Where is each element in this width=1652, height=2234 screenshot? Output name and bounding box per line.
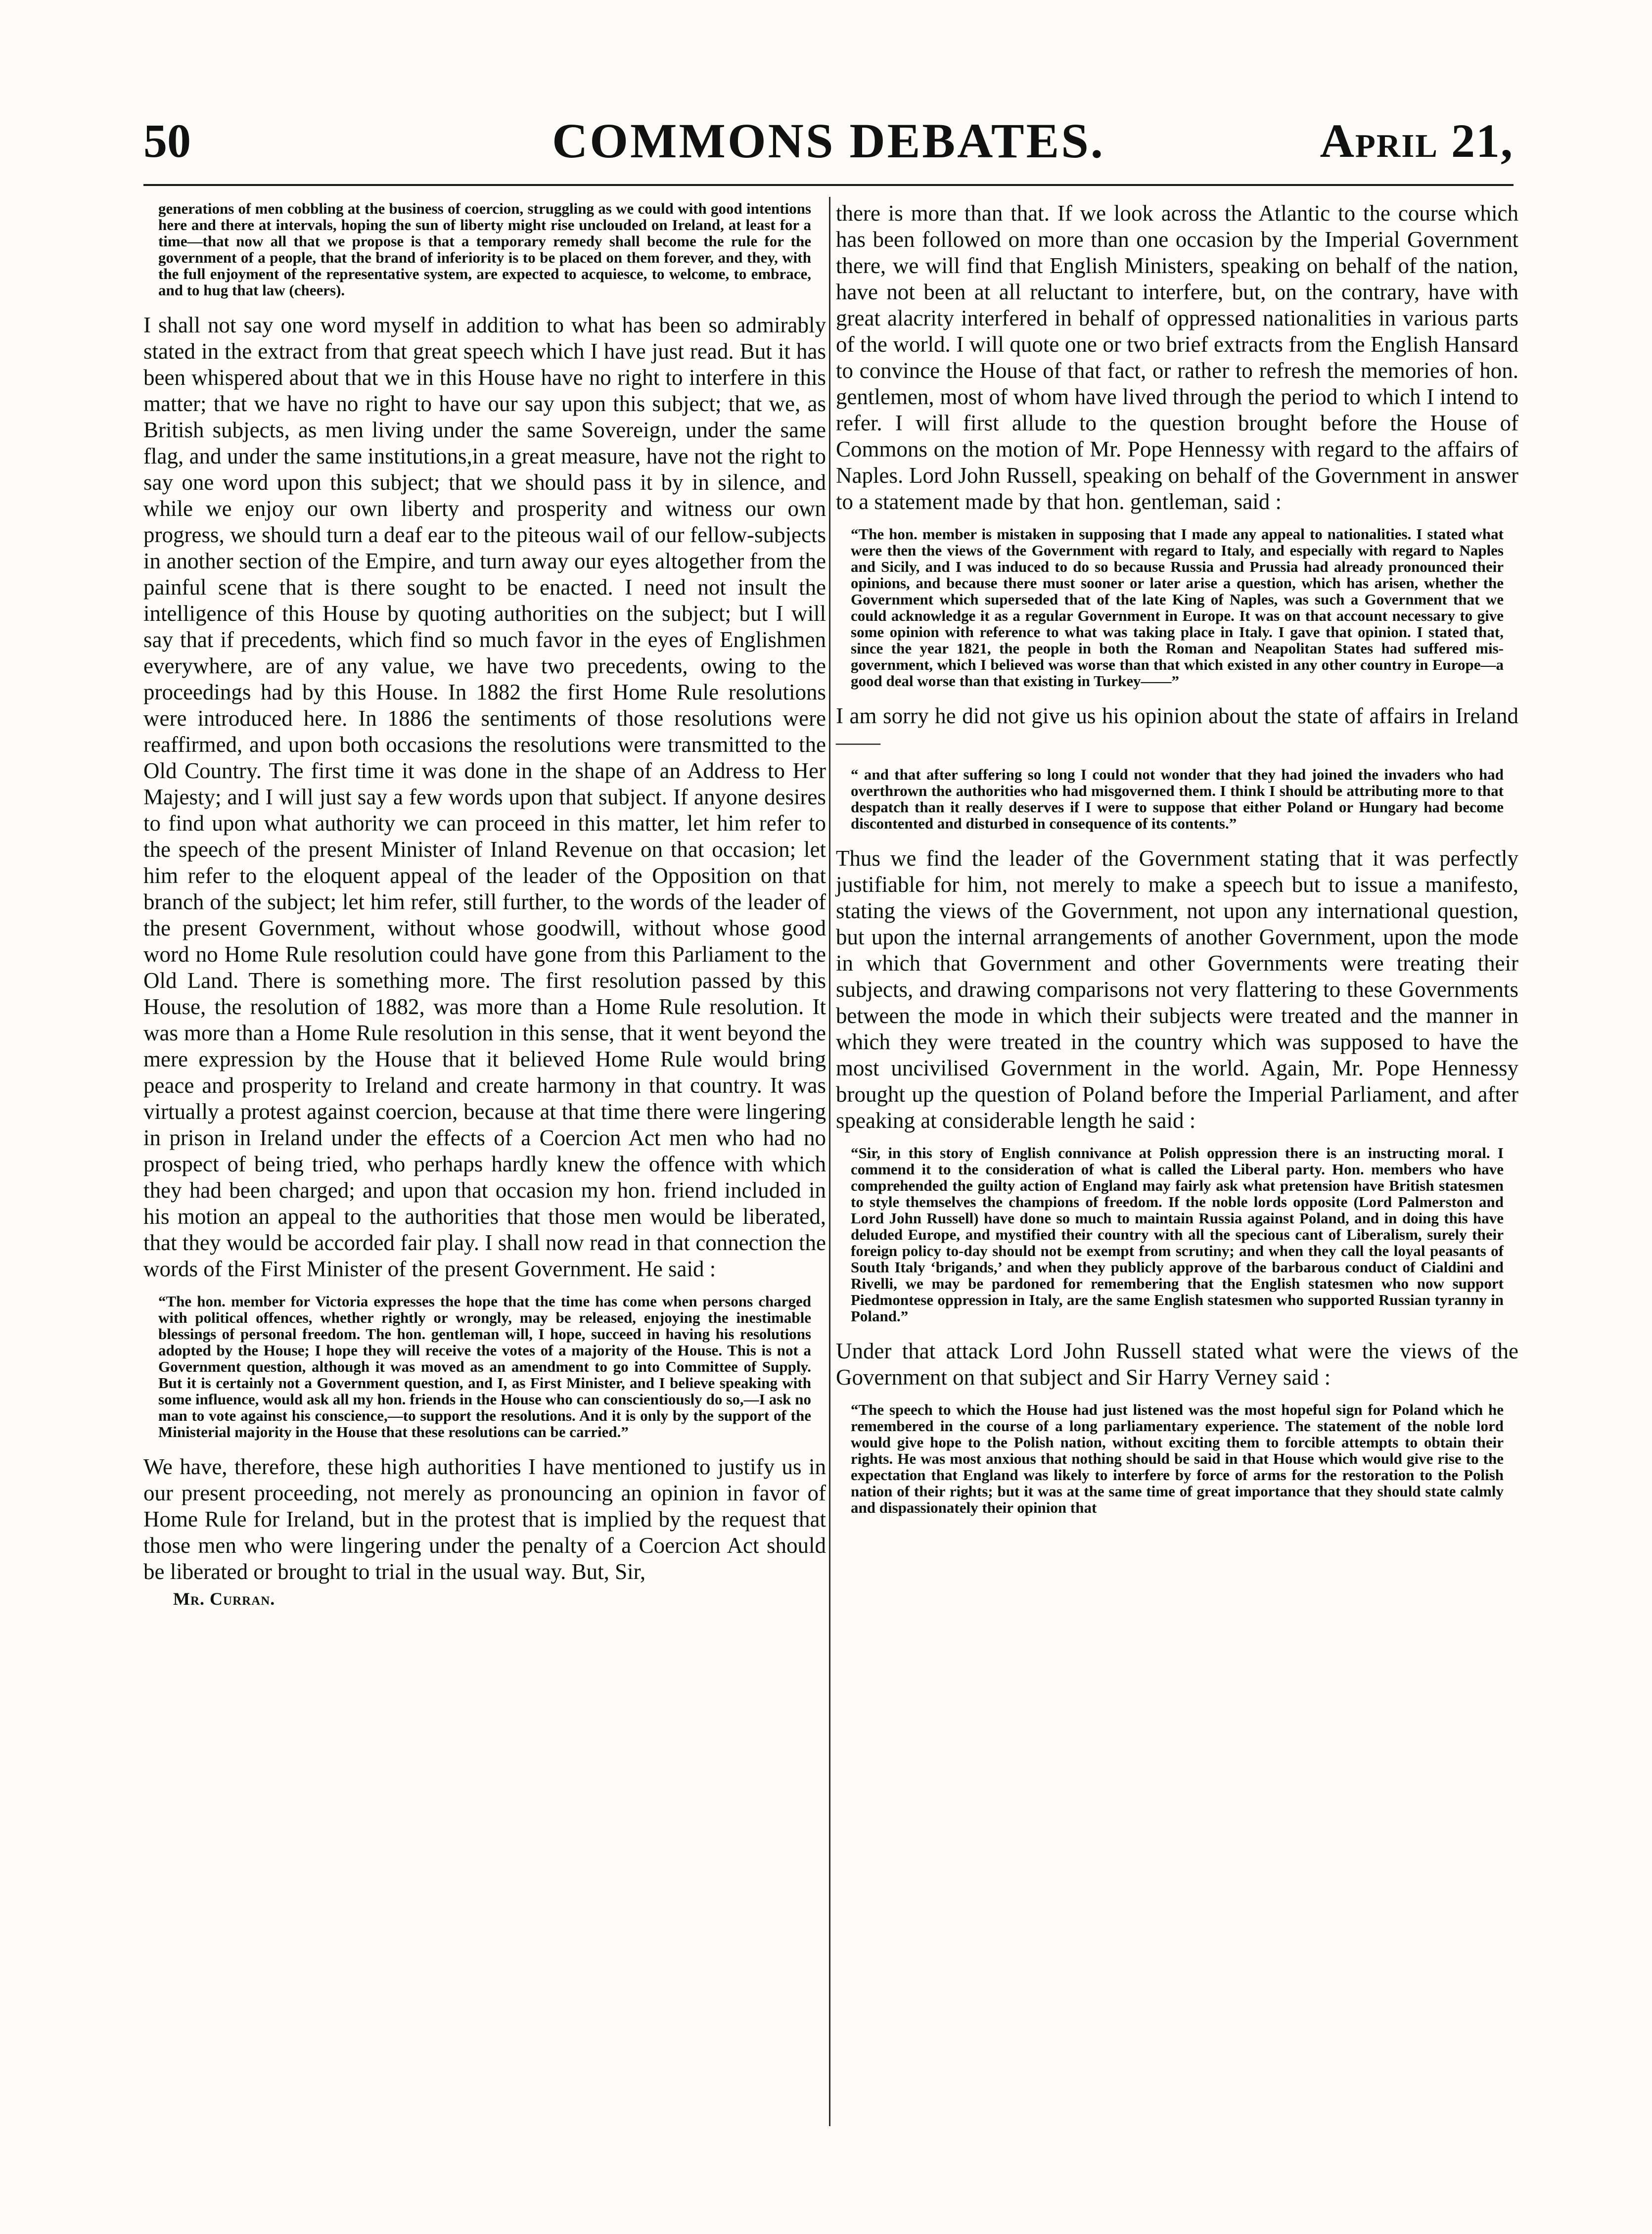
block-quote: “The hon. member is mistaken in supposing that I made any appeal to nationalities. I stated what were then the views of the Government with regard to Italy, and especially with regard to Naples and Sicily, and I was induced to do so because Russia and Prussia had already pronounced their opinions, and because there must sooner or later arise a question, which has arisen, whether the Government which superseded that of the late King of Naples, was such a Government that we could acknowledge it as a regular Government in Europe. It was on that account necessary to give some opinion with reference to what was taking place in Italy. I gave that opinion. I stated that, since the year 1821, the people in both the Roman and Neapolitan States had suffered mis-government, which I believed was worse than that which existed in any other country in Europe—a good deal worse than that existing in Turkey——” <box>851 525 1504 690</box>
left-column <box>143 200 826 1610</box>
block-quote: “The speech to which the House had just listened was the most hopeful sign for Poland which he remembered in the course of a long parliamentary experience. The statement of the noble lord would give hope to the Polish nation, without exciting them to forcible attempts to obtain their rights. He was most anxious that nothing should be said in that House which would give rise to the expectation that England was likely to interfere by force of arms for the restoration to the Polish nation of their rights; but it was at the same time of great importance that they should state calmly and dispassionately their opinion that <box>851 1401 1504 1516</box>
page-number: 50 <box>143 114 191 167</box>
running-head <box>143 111 1514 171</box>
body-paragraph: I am sorry he did not give us his opinion about the state of affairs in Ireland—— <box>836 703 1518 754</box>
body-paragraph: I shall not say one word myself in addition to what has been so admirably stated in the extract from that great speech which I have just read. But it has been whispered about that we in this House have no right to interfere in this matter; that we have no right to have our say upon this subject; that we, as British subjects, as men living under the same Sovereign, under the same flag, and under the same institutions,in a great measure, have not the right to say one word upon this subject; that we should pass it by in silence, and while we enjoy our own liberty and prosperity and witness our own progress, we should turn a deaf ear to the piteous wail of our fellow-subjects in another section of the Empire, and turn away our eyes altogether from the painful scene that is there sought to be enacted. I need not insult the intelligence of this House by quoting authorities on the subject; but I will say that if precedents, which find so much favor in the eyes of Englishmen everywhere, are of any value, we have two precedents, owing to the proceedings had by this House. In 1882 the first Home Rule resolutions were introduced here. In 1886 the sentiments of those resolutions were reaffirmed, and upon both occasions the resolutions were transmitted to the Old Country. The first time it was done in the shape of an Address to Her Majesty; and I will just say a few words upon that subject. If anyone desires to find upon what authority we can proceed in this matter, let him refer to the speech of the present Minister of Inland Revenue on that occasion; let him refer to the eloquent appeal of the leader of the Opposition on that branch of the subject; let him refer, still further, to the words of the leader of the present Government, without whose goodwill, without whose good word no Home Rule resolution could have gone from this Parliament to the Old Land. There is something more. The first resolution passed by this House, the resolution of 1882, was more than a Home Rule resolution. It was more than a Home Rule resolution in this sense, that it went beyond the mere expression by the House that it believed Home Rule would bring peace and prosperity to Ireland and create harmony in that country. It was virtually a protest against coercion, because at that time there were lingering in prison in Ireland under the effects of a Coercion Act men who had no prospect of being tried, who perhaps hardly knew the offence with which they had been charged; and upon that occasion my hon. friend included in his motion an appeal to the authorities that those men would be liberated, that they would be accorded fair play. I shall now read in that connection the words of the First Minister of the present Government. He said : <box>143 313 826 1281</box>
body-paragraph: We have, therefore, these high authorities I have mentioned to justify us in our present proceeding, not merely as pronouncing an opinion in favor of Home Rule for Ireland, but in the protest that is implied by the request that those men who were lingering under the penalty of a Coercion Act should be liberated or brought to trial in the usual way. But, Sir, <box>143 1454 826 1584</box>
column-divider <box>829 197 830 2126</box>
block-quote: generations of men cobbling at the business of coercion, struggling as we could with good intentions here and there at intervals, hoping the sun of liberty might rise unclouded on Ireland, at least for a time—that now all that we propose is that a temporary remedy shall become the rule for the government of a people, that the brand of inferiority is to be placed on them forever, and they, with the full enjoyment of the representative system, are expected to acquiesce, to welcome, to embrace, and to hug that law (cheers). <box>158 200 811 299</box>
speaker-name: Mr. Curran. <box>173 1589 275 1609</box>
header-date: April 21, <box>1320 114 1514 167</box>
header-rule <box>143 184 1514 186</box>
block-quote: “The hon. member for Victoria expresses the hope that the time has come when persons charged with political offences, whether rightly or wrongly, may be released, enjoying the inestimable blessings of personal freedom. The hon. gentleman will, I hope, succeed in having his resolutions adopted by the House; I hope they will receive the votes of a majority of the House. This is not a Government question, although it was moved as an amendment to go into Committee of Supply. But it is certainly not a Government question, and I, as First Minister, and I believe speaking with some influence, would ask all my hon. friends in the House who can conscientiously do so,—I ask no man to vote against his conscience,—to support the resolutions. And it is only by the support of the Ministerial majority in the House that these resolutions can be carried.” <box>158 1293 811 1441</box>
body-paragraph: there is more than that. If we look across the Atlantic to the course which has been followed on more than one occasion by the Imperial Government there, we will find that English Ministers, speaking on behalf of the nation, have not been at all reluctant to interfere, but, on the contrary, have with great alacrity interfered in behalf of oppressed nationalities in various parts of the world. I will quote one or two brief extracts from the English Hansard to convince the House of that fact, or rather to refresh the memories of hon. gentlemen, most of whom have lived through the period to which I intend to refer. I will first allude to the question brought before the House of Commons on the motion of Mr. Pope Hennessy with regard to the affairs of Naples. Lord John Russell, speaking on behalf of the Government in answer to a statement made by that hon. gentleman, said : <box>836 201 1518 514</box>
block-quote: “ and that after suffering so long I could not wonder that they had joined the invaders who had overthrown the authorities who had misgoverned them. I think I should be attributing more to that despatch than it really deserves if I were to suppose that either Poland or Hungary had become discontented and disturbed in consequence of its contents.” <box>851 766 1504 832</box>
page-title: COMMONS DEBATES. <box>552 113 1105 168</box>
body-paragraph: Thus we find the leader of the Government stating that it was perfectly justifiable for him, not merely to make a speech but to issue a manifesto, stating the views of the Government, not upon any international question, but upon the internal arrangements of another Government, upon the mode in which that Government and other Governments were treating their subjects, and drawing comparisons not very flattering to these Governments between the mode in which their subjects were treated and the manner in which they were treated in the country which was supposed to have the most uncivilised Government in the world. Again, Mr. Pope Hennessy brought up the question of Poland before the Imperial Parliament, and after speaking at considerable length he said : <box>836 846 1518 1133</box>
body-paragraph: Under that attack Lord John Russell stated what were the views of the Government on that subject and Sir Harry Verney said : <box>836 1339 1518 1390</box>
right-column <box>836 200 1518 1530</box>
block-quote: “Sir, in this story of English connivance at Polish oppression there is an instructing moral. I commend it to the consideration of what is called the Liberal party. Hon. members who have comprehended the guilty action of England may fairly ask what pretension have British statesmen to style themselves the champions of freedom. If the noble lords opposite (Lord Palmerston and Lord John Russell) have done so much to maintain Russia against Poland, and in doing this have deluded Europe, and mystified their country with all the specious cant of Liberalism, surely their foreign policy to-day should not be exempt from scrutiny; and when they call the loyal peasants of South Italy ‘brigands,’ and when they publicly approve of the barbarous conduct of Cialdini and Rivelli, we may be pardoned for remembering that the English statesmen who now support Piedmontese oppression in Italy, are the same English statesmen who supported Russian tyranny in Poland.” <box>851 1144 1504 1325</box>
